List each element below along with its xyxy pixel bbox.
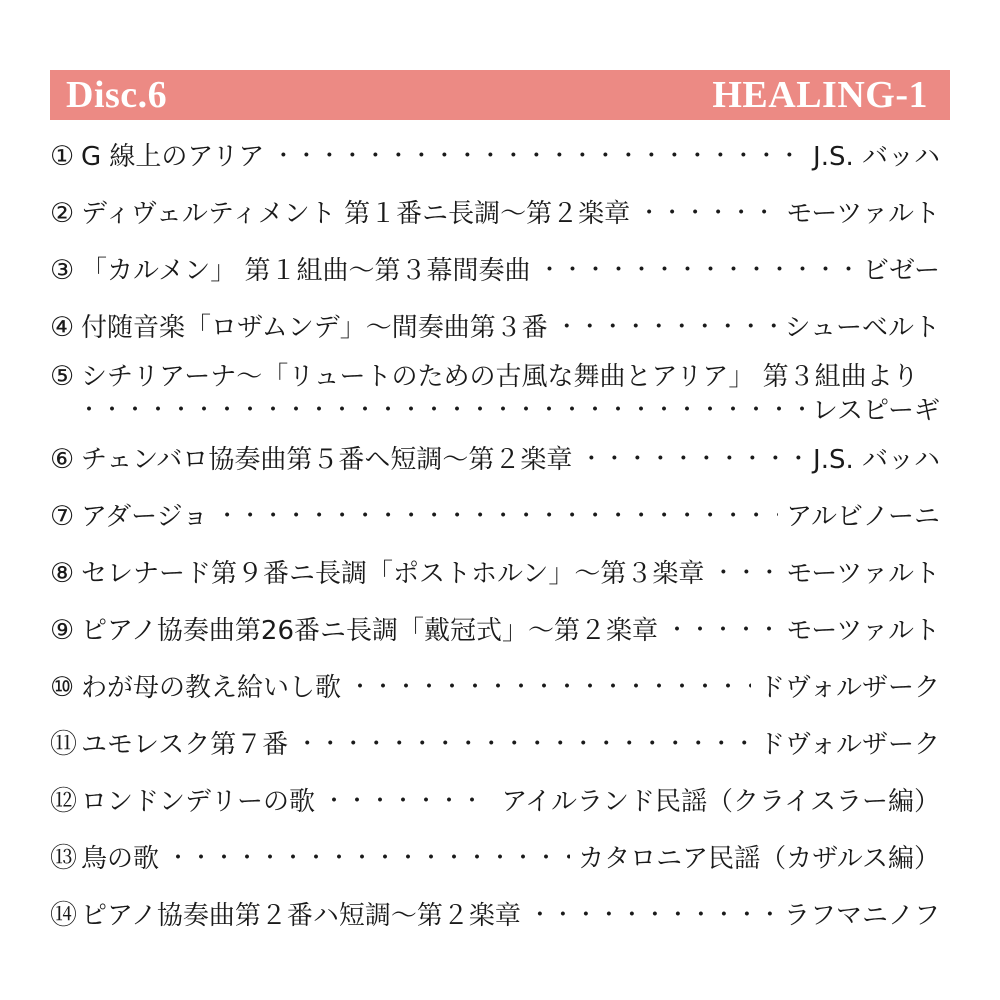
track-number: ④ [50,312,75,343]
track-row [50,830,940,887]
track-composer: モーツァルト [786,558,940,589]
track-row [50,128,940,185]
series-label: HEALING-1 [712,74,928,116]
track-row [50,602,940,659]
dot-leader [666,620,778,642]
track-row [50,185,940,242]
dot-leader [272,146,805,168]
track-number: ⑩ [50,672,75,703]
track-number: ⑧ [50,558,75,589]
track-composer: モーツァルト [786,198,940,229]
track-list [50,128,940,944]
track-title: アダージョ [81,501,209,532]
track-row [50,716,940,773]
track-title: 付随音楽「ロザムンデ」～間奏曲第３番 [81,312,548,343]
track-number: ⑥ [50,444,75,475]
track-composer: ラフマニノフ [783,900,940,931]
track-row [50,545,940,602]
track-title: ピアノ協奏曲第２番ハ短調～第２楽章 [81,900,521,931]
track-title: ピアノ協奏曲第26番ニ長調「戴冠式」～第２楽章 [81,615,659,646]
track-number: ⑨ [50,615,75,646]
dot-leader [539,260,856,282]
dot-leader [349,677,751,699]
track-number: ⑫ [50,786,77,817]
track-title: ロンドンデリーの歌 [81,786,316,817]
track-composer: ドヴォルザーク [759,672,940,703]
track-composer: アルビノーニ [786,501,940,532]
dot-leader [78,400,804,422]
track-number: ② [50,198,75,229]
track-line-2 [50,394,940,428]
track-number: ③ [50,255,75,286]
track-line-1 [50,360,940,394]
dot-leader [580,449,805,471]
track-number: ⑦ [50,501,75,532]
dot-leader [167,848,570,870]
track-title: シチリアーナ～「リュートのための古風な舞曲とアリア」 第３組曲より [81,361,919,392]
track-composer: モーツァルト [786,615,940,646]
track-title: ユモレスク第７番 [81,729,289,760]
track-number: ⑭ [50,900,77,931]
track-row [50,659,940,716]
track-row [50,431,940,488]
track-composer: J.S. バッハ [813,444,940,475]
track-title: チェンバロ協奏曲第５番ヘ短調～第２楽章 [81,444,573,475]
track-title: セレナード第９番ニ長調「ポストホルン」～第３楽章 [81,558,705,589]
track-row [50,299,940,356]
track-composer: ビゼー [863,255,940,286]
track-number: ⑬ [50,843,77,874]
dot-leader [712,563,778,585]
track-row [50,356,940,431]
dot-leader [556,317,777,339]
dot-leader [638,203,778,225]
track-composer: レスピーギ [811,395,940,426]
track-title: ディヴェルティメント 第１番ニ長調～第２楽章 [81,198,631,229]
track-composer: ドヴォルザーク [759,729,940,760]
track-number: ⑤ [50,361,75,392]
disc-label: Disc.6 [66,74,168,116]
track-title: 「カルメン」 第１組曲～第３幕間奏曲 [81,255,531,286]
track-title: 鳥の歌 [81,843,160,874]
track-composer: J.S. バッハ [813,141,940,172]
track-composer: カタロニア民謡（カザルス編） [578,843,940,874]
track-composer: シューベルト [784,312,940,343]
track-row [50,773,940,830]
dot-leader [529,905,776,927]
dot-leader [216,506,778,528]
track-number: ① [50,141,75,172]
track-row [50,488,940,545]
dot-leader [323,791,493,813]
track-row [50,242,940,299]
track-title: わが母の教え給いし歌 [81,672,342,703]
track-number: ⑪ [50,729,77,760]
disc-header-bar [50,70,950,120]
dot-leader [296,734,751,756]
track-composer: アイルランド民謡（クライスラー編） [501,786,940,817]
track-row [50,887,940,944]
track-title: G 線上のアリア [81,141,265,172]
